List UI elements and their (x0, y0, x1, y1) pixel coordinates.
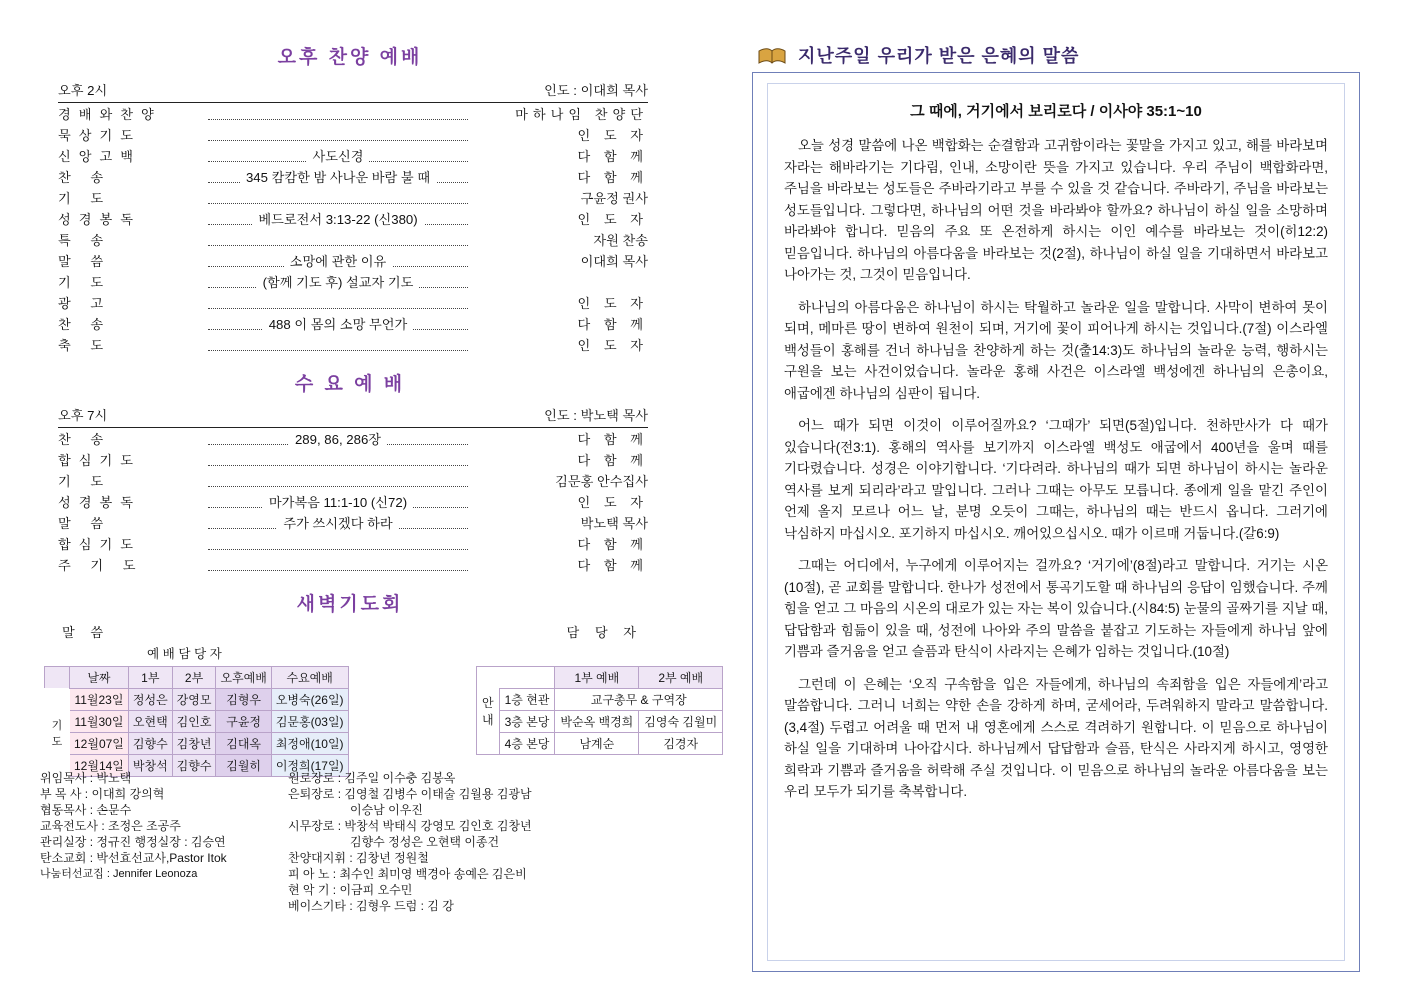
order-item: 신앙고백 (58, 149, 141, 164)
cell-second: 김인호 (172, 711, 216, 733)
table-row (58, 533, 648, 554)
staff-column-left (40, 770, 290, 882)
cell-greeters-second: 김경자 (639, 733, 723, 755)
order-item: 주 기 도 (58, 558, 144, 573)
table-row (58, 124, 648, 145)
staff-label: 은퇴장로 (288, 787, 335, 801)
table-row (58, 187, 648, 208)
staff-value: : 김창년 정원철 (349, 851, 429, 865)
col-header-second-service: 2부 예배 (639, 667, 723, 689)
staff-label: 베이스기타 (288, 899, 346, 913)
staff-value: 김향수 정성은 오현택 이종건 (350, 835, 500, 849)
table-row (477, 733, 723, 755)
sermon-title: 그 때에, 거기에서 보리로다 / 이사야 35:1~10 (910, 103, 1202, 120)
staff-value: : 김주일 이수충 김봉옥 (337, 771, 456, 785)
cell-first: 오현택 (128, 711, 172, 733)
afternoon-leader: 인도 : 이대희 목사 (544, 83, 648, 98)
order-person: 다 함 께 (577, 432, 648, 447)
table-row (45, 667, 349, 689)
table-row: 기 도 11월23일 정성은 강영모 김형우 오병숙(26일) (45, 689, 349, 711)
cell-date: 11월23일 (70, 689, 129, 711)
order-person: 다 함 께 (577, 317, 648, 332)
order-item: 기 도 (58, 275, 112, 290)
wednesday-service-table (58, 404, 648, 575)
order-item: 합심기도 (58, 453, 141, 468)
table-row (58, 470, 648, 491)
order-item: 기 도 (58, 191, 112, 206)
table-row (58, 229, 648, 250)
table-row (477, 711, 723, 733)
staff-row (40, 786, 290, 802)
sermon-section-header (758, 42, 1079, 71)
order-person: 인 도 자 (577, 338, 648, 353)
staff-label: 시무장로 (288, 819, 335, 833)
table-row (58, 449, 648, 470)
table-row (58, 145, 648, 166)
cell-floor: 4층 본당 (499, 733, 555, 755)
sermon-box-inner (767, 83, 1345, 961)
order-item: 기 도 (58, 474, 112, 489)
sermon-paragraph: 오늘 성경 말씀에 나온 백합화는 순결함과 고귀함이라는 꽃말을 가지고 있고, 해를 바라보며 자라는 해바라기는 기다림, 인내, 소망이란 뜻을 가지고 있습니다. 우리 주님이 백합화라면, 주님을 바라보는 성도들은 주바라기라고 부를 수 있을 것 같습니다. 주바라기, 주님을 바라보는 성도들입니다. 그렇다면, 하나님의 어떤 것을 바라봐야 할까요? 하나님이 하실 일을 소망하며 바라봐야 합니다. 믿음의 주요 또 온전하게 하시는 이인 예수를 바라보는 것이(히12:2) 믿음입니다. 하나님의 아름다움을 바라보는 것(2절), 하나님이 하실 일을 기대하면서 바라보고 나아가는 것, 그것이 믿음입니다. (784, 138, 1328, 282)
cell-afternoon: 김월히 (216, 755, 271, 777)
staff-value: : Jennifer Leonoza (106, 868, 198, 880)
table-row (58, 554, 648, 575)
staff-label: 원로장로 (288, 771, 335, 785)
wednesday-service-title: 수 요 예 배 (294, 374, 406, 395)
order-item: 성경봉독 (58, 212, 141, 227)
table-row (58, 404, 648, 425)
table-row (58, 292, 648, 313)
order-person: 이대희 목사 (580, 254, 648, 269)
table-row (58, 334, 648, 355)
order-person: 인 도 자 (577, 495, 648, 510)
staff-label: 탄소교회 (40, 851, 87, 865)
order-item: 성경봉독 (58, 495, 141, 510)
greeter-side-label: 안 내 (477, 667, 500, 755)
order-person: 다 함 께 (577, 558, 648, 573)
cell-date: 12월07일 (70, 733, 129, 755)
staff-value: : 이대희 강의혁 (84, 787, 165, 801)
cell-date: 11월30일 (70, 711, 129, 733)
table-row (58, 428, 648, 450)
staff-row (40, 850, 290, 866)
staff-label: 교육전도사 (40, 819, 98, 833)
order-person: 인 도 자 (577, 212, 648, 227)
sermon-body (784, 135, 1328, 803)
order-detail: 베드로전서 3:13-22 (신380) (252, 209, 423, 228)
cell-greeters-second: 김영숙 김월미 (639, 711, 723, 733)
order-item: 찬 송 (58, 317, 112, 332)
afternoon-service-table (58, 79, 648, 355)
table-row (58, 512, 648, 533)
staff-row (288, 898, 688, 914)
order-person: 다 함 께 (577, 453, 648, 468)
col-header-first: 1부 (128, 667, 172, 689)
cell-second: 강영모 (172, 689, 216, 711)
col-header-afternoon: 오후예배 (216, 667, 271, 689)
order-detail: 289, 86, 286장 (289, 429, 387, 448)
table-row (58, 103, 648, 125)
order-person (468, 271, 648, 292)
cell-wednesday: 이정희(17일) (271, 755, 348, 777)
staff-label: 피 아 노 (288, 867, 330, 881)
staff-row (288, 866, 688, 882)
cell-first: 김향수 (128, 733, 172, 755)
staff-value: : 박노택 (89, 771, 132, 785)
afternoon-time: 오후 2시 (58, 83, 108, 98)
table-row (58, 271, 648, 292)
staff-value: : 손문수 (89, 803, 132, 817)
staff-row (40, 818, 290, 834)
worship-staff-label: 예 배 담 당 자 (147, 647, 222, 661)
staff-value: : 김형우 드럼 : 김 강 (349, 899, 454, 913)
order-detail: 주가 쓰시겠다 하라 (277, 513, 398, 532)
cell-wednesday: 최정애(10일) (271, 733, 348, 755)
sermon-section-title: 지난주일 우리가 받은 은혜의 말씀 (798, 46, 1080, 66)
afternoon-service-title: 오후 찬양 예배 (277, 47, 423, 68)
greeter-table (476, 666, 723, 755)
staff-value: : 박선효선교사,Pastor Itok (89, 851, 227, 865)
staff-row (40, 802, 290, 818)
sermon-paragraph: 그런데 이 은혜는 ‘오직 구속함을 입은 자들에게, 하나님의 속죄함을 입은 자들에게’라고 말씀합니다. 그러니 너희는 약한 손을 강하게 하며, 굳세어라, 두려워하지 말라고 말씀합니다.(3,4절) 두렵고 어려울 때 먼저 내 영혼에게 스스로 격려하기 원합니다. 이 믿음으로 하나님이 하실 일을 기대하며 나아갑시다. 하나님께서 답답함과 슬픔, 탄식은 사라지게 하시고, 영영한 희락과 기쁨과 즐거움을 허락해 주실 것입니다. 이 믿음으로 하나님의 놀라운 아름다움을 보는 우리 모두가 되기를 축복합니다. (784, 676, 1328, 799)
staff-value: : 정규진 행정실장 : 김승연 (89, 835, 226, 849)
order-item: 경배와찬양 (58, 107, 162, 122)
duty-schedule-table (44, 666, 349, 777)
order-item: 찬 송 (58, 170, 112, 185)
right-column (700, 0, 1403, 992)
cell-afternoon: 김대옥 (216, 733, 271, 755)
staff-row (288, 786, 688, 802)
table-row (477, 689, 723, 711)
wednesday-leader: 인도 : 박노택 목사 (544, 408, 648, 423)
staff-label: 찬양대지휘 (288, 851, 346, 865)
table-row (58, 208, 648, 229)
staff-value: : 이금피 오수민 (332, 883, 413, 897)
sermon-paragraph: 하나님의 아름다움은 하나님이 하시는 탁월하고 놀라운 일을 말합니다. 사막이 변하여 못이 되며, 메마른 땅이 변하여 원천이 되며, 거기에 꽃이 피어나게 하시는 것입니다.(7절) 이스라엘 백성들이 홍해를 건너 하나님을 찬양하게 하는 것(출14:3)도 하나님의 놀라운 능력, 행하시는 구원을 보는 사건이었습니다. 놀라운 홍해 사건은 이스라엘 백성에겐 하나님의 은총이요, 애굽에겐 하나님의 심판이 됩니다. (784, 299, 1328, 401)
cell-first: 박창석 (128, 755, 172, 777)
greeter-area (476, 666, 723, 755)
order-person: 박노택 목사 (580, 516, 648, 531)
table-row (477, 667, 723, 689)
table-row (58, 250, 648, 271)
order-detail: 소망에 관한 이유 (284, 251, 393, 270)
cell-wednesday: 김문홍(03일) (271, 711, 348, 733)
order-item: 광 고 (58, 296, 112, 311)
staff-row (288, 834, 688, 850)
order-item: 묵상기도 (58, 128, 141, 143)
staff-row (288, 850, 688, 866)
cell-second: 김향수 (172, 755, 216, 777)
order-item: 찬 송 (58, 432, 112, 447)
dawn-person-label: 담 당 자 (566, 625, 642, 640)
order-item: 말 씀 (58, 254, 112, 269)
cell-afternoon: 구윤정 (216, 711, 271, 733)
staff-value: : 김영철 김병수 이태술 김월용 김광남 (337, 787, 532, 801)
sermon-box (752, 72, 1360, 972)
order-detail: 488 이 몸의 소망 무언가 (263, 314, 414, 333)
table-row (58, 166, 648, 187)
staff-row (288, 770, 688, 786)
staff-label: 협동목사 (40, 803, 87, 817)
sermon-paragraph: 어느 때가 되면 이것이 이루어질까요? ‘그때가’ 되면(5절)입니다. 천하만사가 다 때가 있습니다(전3:1). 홍해의 역사를 보기까지 이스라엘 백성도 애굽에서 400년을 울며 때를 기다렸습니다. 성경은 이야기합니다. ‘기다려라. 하나님의 때가 되면 하나님이 하시는 놀라운 역사를 보게 되리라’라고 말입니다. 그러나 그때는 아무도 모릅니다. 종에게 일을 맡긴 주인이 언제 올지 모르나 어느 날, 분명 오듯이 그때는, 하나님의 때는 반드시 옵니다. 그러기에 낙심하지 마십시오. 포기하지 마십시오. 깨어있으십시오. 때가 이르매 거둡니다.(갈6:9) (784, 418, 1328, 541)
order-person: 인 도 자 (577, 128, 648, 143)
cell-greeters-first: 남계순 (555, 733, 639, 755)
cell-wednesday: 오병숙(26일) (271, 689, 348, 711)
cell-greeters-first: 박순옥 백경희 (555, 711, 639, 733)
staff-value: : 조정은 조공주 (101, 819, 181, 833)
staff-row (288, 818, 688, 834)
staff-row (288, 882, 688, 898)
order-person: 다 함 께 (577, 537, 648, 552)
table-row (45, 733, 349, 755)
dawn-header-row (52, 622, 652, 641)
table-row (58, 79, 648, 100)
order-detail: 345 캄캄한 밤 사나운 바람 불 때 (240, 167, 436, 186)
order-person: 마하나임 찬양단 (515, 107, 648, 122)
staff-label: 관리실장 (40, 835, 87, 849)
staff-column-right (288, 770, 688, 914)
col-header-second: 2부 (172, 667, 216, 689)
dawn-word-label: 말 씀 (62, 625, 110, 640)
staff-row (288, 802, 688, 818)
cell-afternoon: 김형우 (216, 689, 271, 711)
order-item: 특 송 (58, 233, 112, 248)
col-header-wednesday: 수요예배 (271, 667, 348, 689)
order-person: 자원 찬송 (593, 233, 648, 248)
col-header-date: 날짜 (70, 667, 129, 689)
order-item: 합심기도 (58, 537, 141, 552)
col-header-first-service: 1부 예배 (555, 667, 639, 689)
dawn-prayer-title: 새벽기도회 (296, 594, 404, 615)
cell-floor: 1층 현관 (499, 689, 555, 711)
staff-value: : 최수인 최미영 백경아 송예은 김은비 (332, 867, 527, 881)
cell-second: 김창년 (172, 733, 216, 755)
staff-row (40, 770, 290, 786)
order-person: 다 함 께 (577, 149, 648, 164)
staff-row (40, 834, 290, 850)
staff-label: 위임목사 (40, 771, 87, 785)
order-person: 인 도 자 (577, 296, 648, 311)
table-row (45, 711, 349, 733)
order-item: 말 씀 (58, 516, 112, 531)
order-person: 구윤정 권사 (580, 191, 648, 206)
order-detail: 마가복음 11:1-10 (신72) (263, 492, 413, 511)
table-row (58, 491, 648, 512)
duty-schedule-area (44, 666, 718, 777)
staff-value: : 박창석 박태식 강영모 김인호 김창년 (337, 819, 532, 833)
cell-floor: 3층 본당 (499, 711, 555, 733)
order-person: 김문홍 안수집사 (555, 474, 648, 489)
table-row (58, 313, 648, 334)
order-item: 축 도 (58, 338, 112, 353)
staff-row (40, 866, 290, 882)
staff-label: 부 목 사 (40, 787, 82, 801)
staff-label: 나눔터선교집 (40, 868, 104, 880)
order-person: 다 함 께 (577, 170, 648, 185)
order-detail: (함께 기도 후) 설교자 기도 (257, 272, 420, 291)
cell-first: 정성은 (128, 689, 172, 711)
open-book-icon (758, 46, 786, 71)
order-detail: 사도신경 (307, 146, 370, 165)
cell-greeters: 교구총무 & 구역장 (555, 689, 723, 711)
cell-date: 12월14일 (70, 755, 129, 777)
wednesday-time: 오후 7시 (58, 408, 108, 423)
staff-value: 이승남 이우진 (350, 803, 423, 817)
staff-label: 현 악 기 (288, 883, 330, 897)
sermon-paragraph: 그때는 어디에서, 누구에게 이루어지는 걸까요? ‘거기에’(8절)라고 말합니다. 거기는 시온(10절), 곧 교회를 말합니다. 한나가 성전에서 통곡기도할 때 하나님의 응답이 임했습니다. 주께 힘을 얻고 그 마음의 시온의 대로가 있는 자는 복이 있습니다.(시84:5) 눈물의 골짜기를 지날 때, 답답함과 힘듦이 있을 때, 성전에 나아와 주의 말씀을 붙잡고 기도하는 자들에게 하나님 앞에 기쁨과 즐거움을 얻고 슬픔과 탄식이 사라지는 은혜가 임하는 것입니다.(10절) (784, 558, 1328, 659)
